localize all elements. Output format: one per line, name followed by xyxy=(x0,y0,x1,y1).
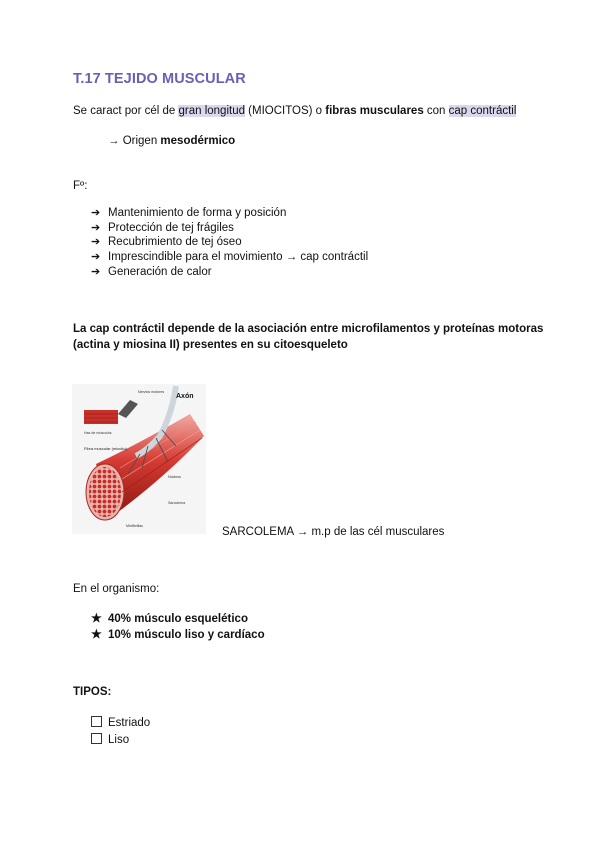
functions-list xyxy=(91,206,368,279)
checklist-item-label: Estriado xyxy=(108,717,151,729)
arrow-bullet-icon: ➔ xyxy=(91,265,101,278)
label-fascicle: Haz de músculos xyxy=(84,431,112,435)
label-fiber: Fibra muscular (miocito) xyxy=(84,446,127,451)
muscle-fiber-figure xyxy=(72,384,206,534)
intro-text-3: con xyxy=(423,105,449,117)
tipos-checklist xyxy=(91,715,150,749)
list-item xyxy=(91,627,265,643)
arrow-bullet-icon: ➔ xyxy=(91,251,101,264)
checklist-item[interactable] xyxy=(91,732,150,749)
list-item-text: 10% músculo liso y cardíaco xyxy=(108,628,265,641)
intro-text-1: Se caract por cél de xyxy=(73,105,179,117)
sarcolema-caption: SARCOLEMA → m.p de las cél musculares xyxy=(222,526,445,538)
list-item xyxy=(91,206,368,221)
checklist-item-label: Liso xyxy=(108,734,130,746)
contractile-line-1: La cap contráctil depende de la asociación entre microfilamentos y proteínas motoras xyxy=(73,323,544,335)
bold-fibras-musculares: fibras musculares xyxy=(325,105,424,117)
contractile-line-2: (actina y miosina II) presentes en su citoesqueleto xyxy=(73,339,348,351)
tipos-label: TIPOS: xyxy=(73,686,112,698)
label-myofibrils: Miofibrillas xyxy=(126,524,143,528)
arrow-bullet-icon: ➔ xyxy=(91,221,101,234)
list-item xyxy=(91,221,368,236)
star-bullet-icon: ★ xyxy=(91,626,102,641)
origen-bold: mesodérmico xyxy=(160,135,236,147)
label-nuclei: Núcleos xyxy=(168,475,181,479)
list-item xyxy=(91,265,368,280)
star-bullet-icon: ★ xyxy=(91,611,102,625)
label-axon: Axón xyxy=(176,393,194,400)
list-item xyxy=(91,250,368,265)
list-item xyxy=(91,235,368,250)
list-item-text: Protección de tej frágiles xyxy=(108,221,234,234)
page-title: T.17 TEJIDO MUSCULAR xyxy=(73,71,246,87)
functions-label: Fº: xyxy=(73,180,88,192)
arrow-bullet-icon: ➔ xyxy=(91,236,101,249)
muscle-fiber-illustration xyxy=(72,384,206,534)
organism-label: En el organismo: xyxy=(73,583,160,595)
checkbox-icon[interactable] xyxy=(91,716,102,727)
highlight-gran-longitud: gran longitud xyxy=(178,105,245,117)
list-item-text: Imprescindible para el movimiento → cap contráctil xyxy=(108,251,369,264)
organism-list xyxy=(91,611,265,642)
intro-paragraph xyxy=(73,104,516,119)
label-nerve: Nervios motores xyxy=(138,390,165,394)
origen-prefix: → Origen xyxy=(108,135,161,147)
checkbox-icon[interactable] xyxy=(91,733,102,744)
list-item-text: Recubrimiento de tej óseo xyxy=(108,236,242,249)
origen-line xyxy=(108,134,235,149)
list-item-text: Generación de calor xyxy=(108,265,212,278)
list-item-text: 40% músculo esquelético xyxy=(108,613,248,625)
label-sarcolemma: Sarcolema xyxy=(168,501,186,505)
checklist-item[interactable] xyxy=(91,715,150,732)
list-item-text: Mantenimiento de forma y posición xyxy=(108,207,287,219)
intro-text-2: (MIOCITOS) o xyxy=(244,105,326,117)
highlight-cap-contractil: cap contráctil xyxy=(448,105,517,117)
arrow-bullet-icon: ➔ xyxy=(91,207,101,219)
list-item xyxy=(91,611,265,627)
